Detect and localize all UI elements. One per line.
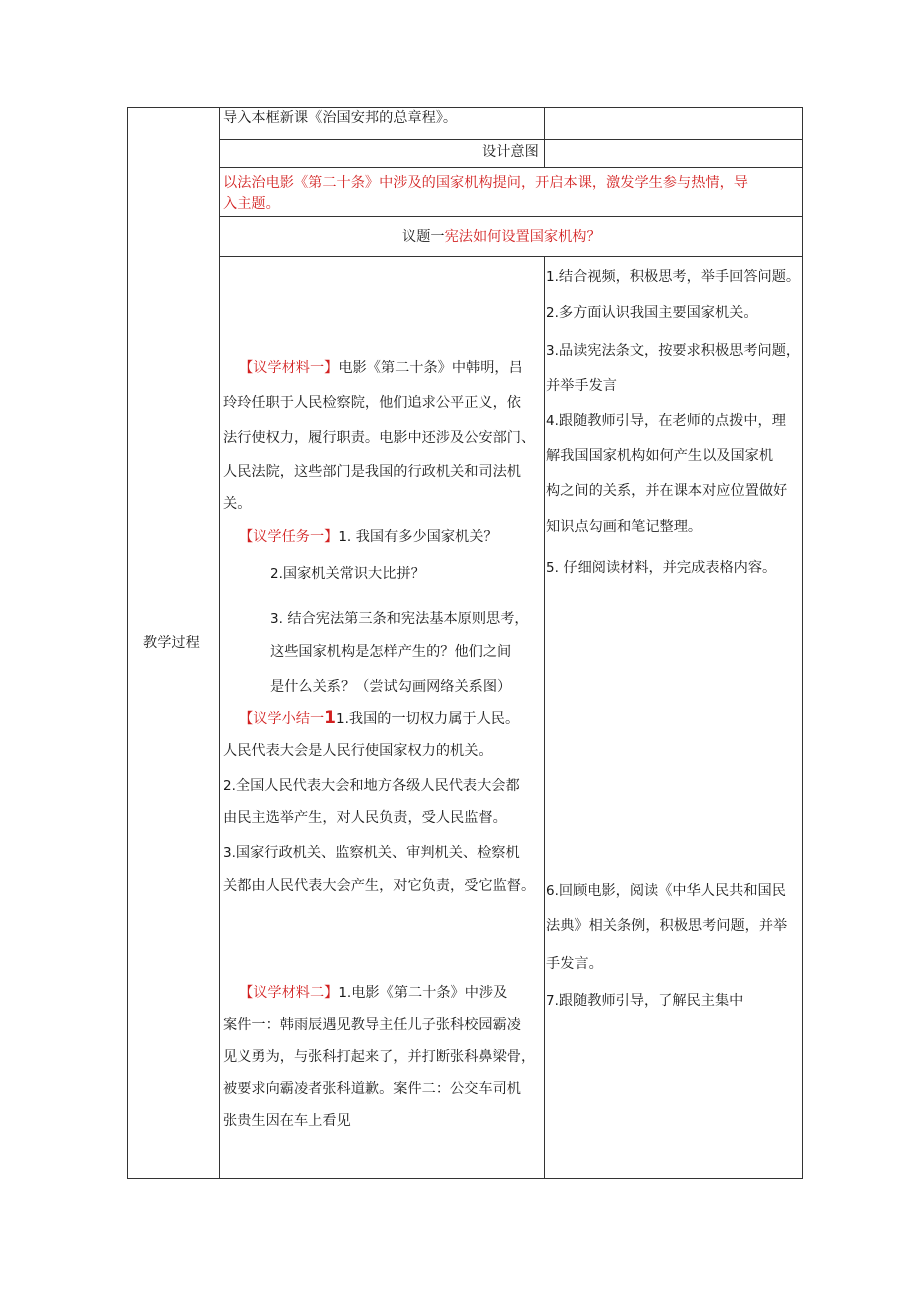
material2-line: 被要求向霸凌者张科道歉。案件二：公交车司机 xyxy=(223,1081,521,1097)
student-a6-number: 6. xyxy=(546,883,559,899)
task1-q3-text: 结合宪法第三条和宪法基本原则思考， xyxy=(287,611,529,627)
table-divider-col2-top xyxy=(544,107,545,167)
material1-line xyxy=(239,358,523,378)
task1-q2-number: 2. xyxy=(270,566,283,582)
table-border-left xyxy=(127,107,128,1179)
task1-question xyxy=(239,527,498,547)
student-a5-number: 5. xyxy=(546,560,559,576)
summary1-p1-text: 我国的一切权力属于人民。 xyxy=(348,711,520,727)
student-a1-number: 1. xyxy=(546,269,559,285)
student-a6-text: 回顾电影，阅读《中华人民共和国民 xyxy=(558,883,786,899)
design-intent-label: 设计意图 xyxy=(482,144,539,160)
material1-line: 人民法院，这些部门是我国的行政机关和司法机 xyxy=(223,464,521,480)
task1-q3-number: 3. xyxy=(270,611,283,627)
student-activity xyxy=(546,991,743,1011)
task1-q3-line: 这些国家机构是怎样产生的？他们之间 xyxy=(270,644,512,660)
student-activity-line: 构之间的关系，并在课本对应位置做好 xyxy=(546,483,788,499)
student-a5-text: 仔细阅读材料，并完成表格内容。 xyxy=(563,560,777,576)
table-divider-col1 xyxy=(219,107,220,1179)
material2-line: 张贵生因在车上看见 xyxy=(223,1113,351,1129)
student-a3-number: 3. xyxy=(546,343,559,359)
summary1-tag: 【议学小结一 xyxy=(239,711,325,727)
student-activity-line: 解我国国家机构如何产生以及国家机 xyxy=(546,448,774,464)
topic-heading xyxy=(402,227,601,247)
task1-tag: 【议学任务一】 xyxy=(239,529,339,545)
material1-line: 关。 xyxy=(223,496,252,512)
student-activity-line: 手发言。 xyxy=(546,956,603,972)
material2-line: 见义勇为，与张科打起来了，并打断张科鼻梁骨， xyxy=(223,1049,536,1065)
material1-text: 电影《第二十条》中韩明，吕 xyxy=(338,360,523,376)
table-divider-col2-bottom xyxy=(544,256,545,1179)
summary1-p2-number: 2. xyxy=(223,778,236,794)
task1-q1-text: 我国有多少国家机关？ xyxy=(355,529,498,545)
summary1-p3-number: 3. xyxy=(223,845,236,861)
table-row-line xyxy=(219,139,803,140)
student-a7-text: 跟随教师引导，了解民主集中 xyxy=(558,993,744,1009)
topic-title: 宪法如何设置国家机构？ xyxy=(444,229,601,245)
row-header-label: 教学过程 xyxy=(143,635,200,651)
design-intent-text-line: 入主题。 xyxy=(223,196,280,212)
table-border-right xyxy=(802,107,803,1179)
summary1-p1-number: 1. xyxy=(335,711,349,727)
student-a3-text: 品读宪法条文，按要求积极思考问题， xyxy=(558,343,801,359)
material2-line: 案件一：韩雨辰遇见教导主任儿子张科校园霸凌 xyxy=(223,1017,521,1033)
summary1-line xyxy=(223,776,520,796)
student-a7-number: 7. xyxy=(546,993,559,1009)
summary1-p3-text: 国家行政机关、监察机关、审判机关、检察机 xyxy=(235,845,520,861)
task1-q1-number: 1. xyxy=(338,529,352,545)
table-border-bottom xyxy=(127,1178,803,1179)
material2-tag: 【议学材料二】 xyxy=(239,985,339,1001)
task1-question xyxy=(270,564,425,584)
table-row-line xyxy=(219,216,803,217)
student-activity xyxy=(546,411,786,431)
task1-q2-text: 国家机关常识大比拼？ xyxy=(282,566,425,582)
task1-question xyxy=(270,609,529,629)
summary1-p2-text: 全国人民代表大会和地方各级人民代表大会都 xyxy=(235,778,520,794)
summary1-line: 关都由人民代表大会产生，对它负责，受它监督。 xyxy=(223,878,536,894)
intro-text: 导入本框新课《治国安邦的总章程》。 xyxy=(223,110,458,126)
material1-line: 法行使权力，履行职责。电影中还涉及公安部门、 xyxy=(223,430,536,446)
material2-text: 电影《第二十条》中涉及 xyxy=(351,985,508,1001)
student-a1-text: 结合视频，积极思考，举手回答问题。 xyxy=(558,269,801,285)
student-activity-line: 法典》相关条例，积极思考问题，并举 xyxy=(546,918,788,934)
student-activity xyxy=(546,303,758,323)
table-row-line xyxy=(219,167,803,168)
summary1-line: 人民代表大会是人民行使国家权力的机关。 xyxy=(223,743,493,759)
summary1-line xyxy=(239,708,519,729)
student-a2-number: 2. xyxy=(546,305,559,321)
student-activity-line: 并举手发言 xyxy=(546,378,617,394)
student-activity xyxy=(546,341,800,361)
student-activity xyxy=(546,267,800,287)
summary1-big-number: 1 xyxy=(324,708,336,728)
table-row-line xyxy=(219,256,803,257)
summary1-line: 由民主选举产生，对人民负责，受人民监督。 xyxy=(223,810,507,826)
topic-prefix: 议题一 xyxy=(402,229,445,245)
student-activity-line: 知识点勾画和笔记整理。 xyxy=(546,519,703,535)
material2-number: 1. xyxy=(338,985,352,1001)
student-a4-text: 跟随教师引导，在老师的点拨中，理 xyxy=(558,413,786,429)
material1-tag: 【议学材料一】 xyxy=(239,360,339,376)
material2-line xyxy=(239,983,507,1003)
task1-q3-line: 是什么关系？（尝试勾画网络关系图） xyxy=(270,679,512,695)
student-activity xyxy=(546,558,776,578)
design-intent-text-line: 以法治电影《第二十条》中涉及的国家机构提问，开启本课，激发学生参与热情，导 xyxy=(223,175,748,191)
student-a4-number: 4. xyxy=(546,413,559,429)
summary1-line xyxy=(223,843,520,863)
material1-line: 玲玲任职于人民检察院，他们追求公平正义，依 xyxy=(223,395,521,411)
student-a2-text: 多方面认识我国主要国家机关。 xyxy=(558,305,758,321)
student-activity xyxy=(546,881,786,901)
